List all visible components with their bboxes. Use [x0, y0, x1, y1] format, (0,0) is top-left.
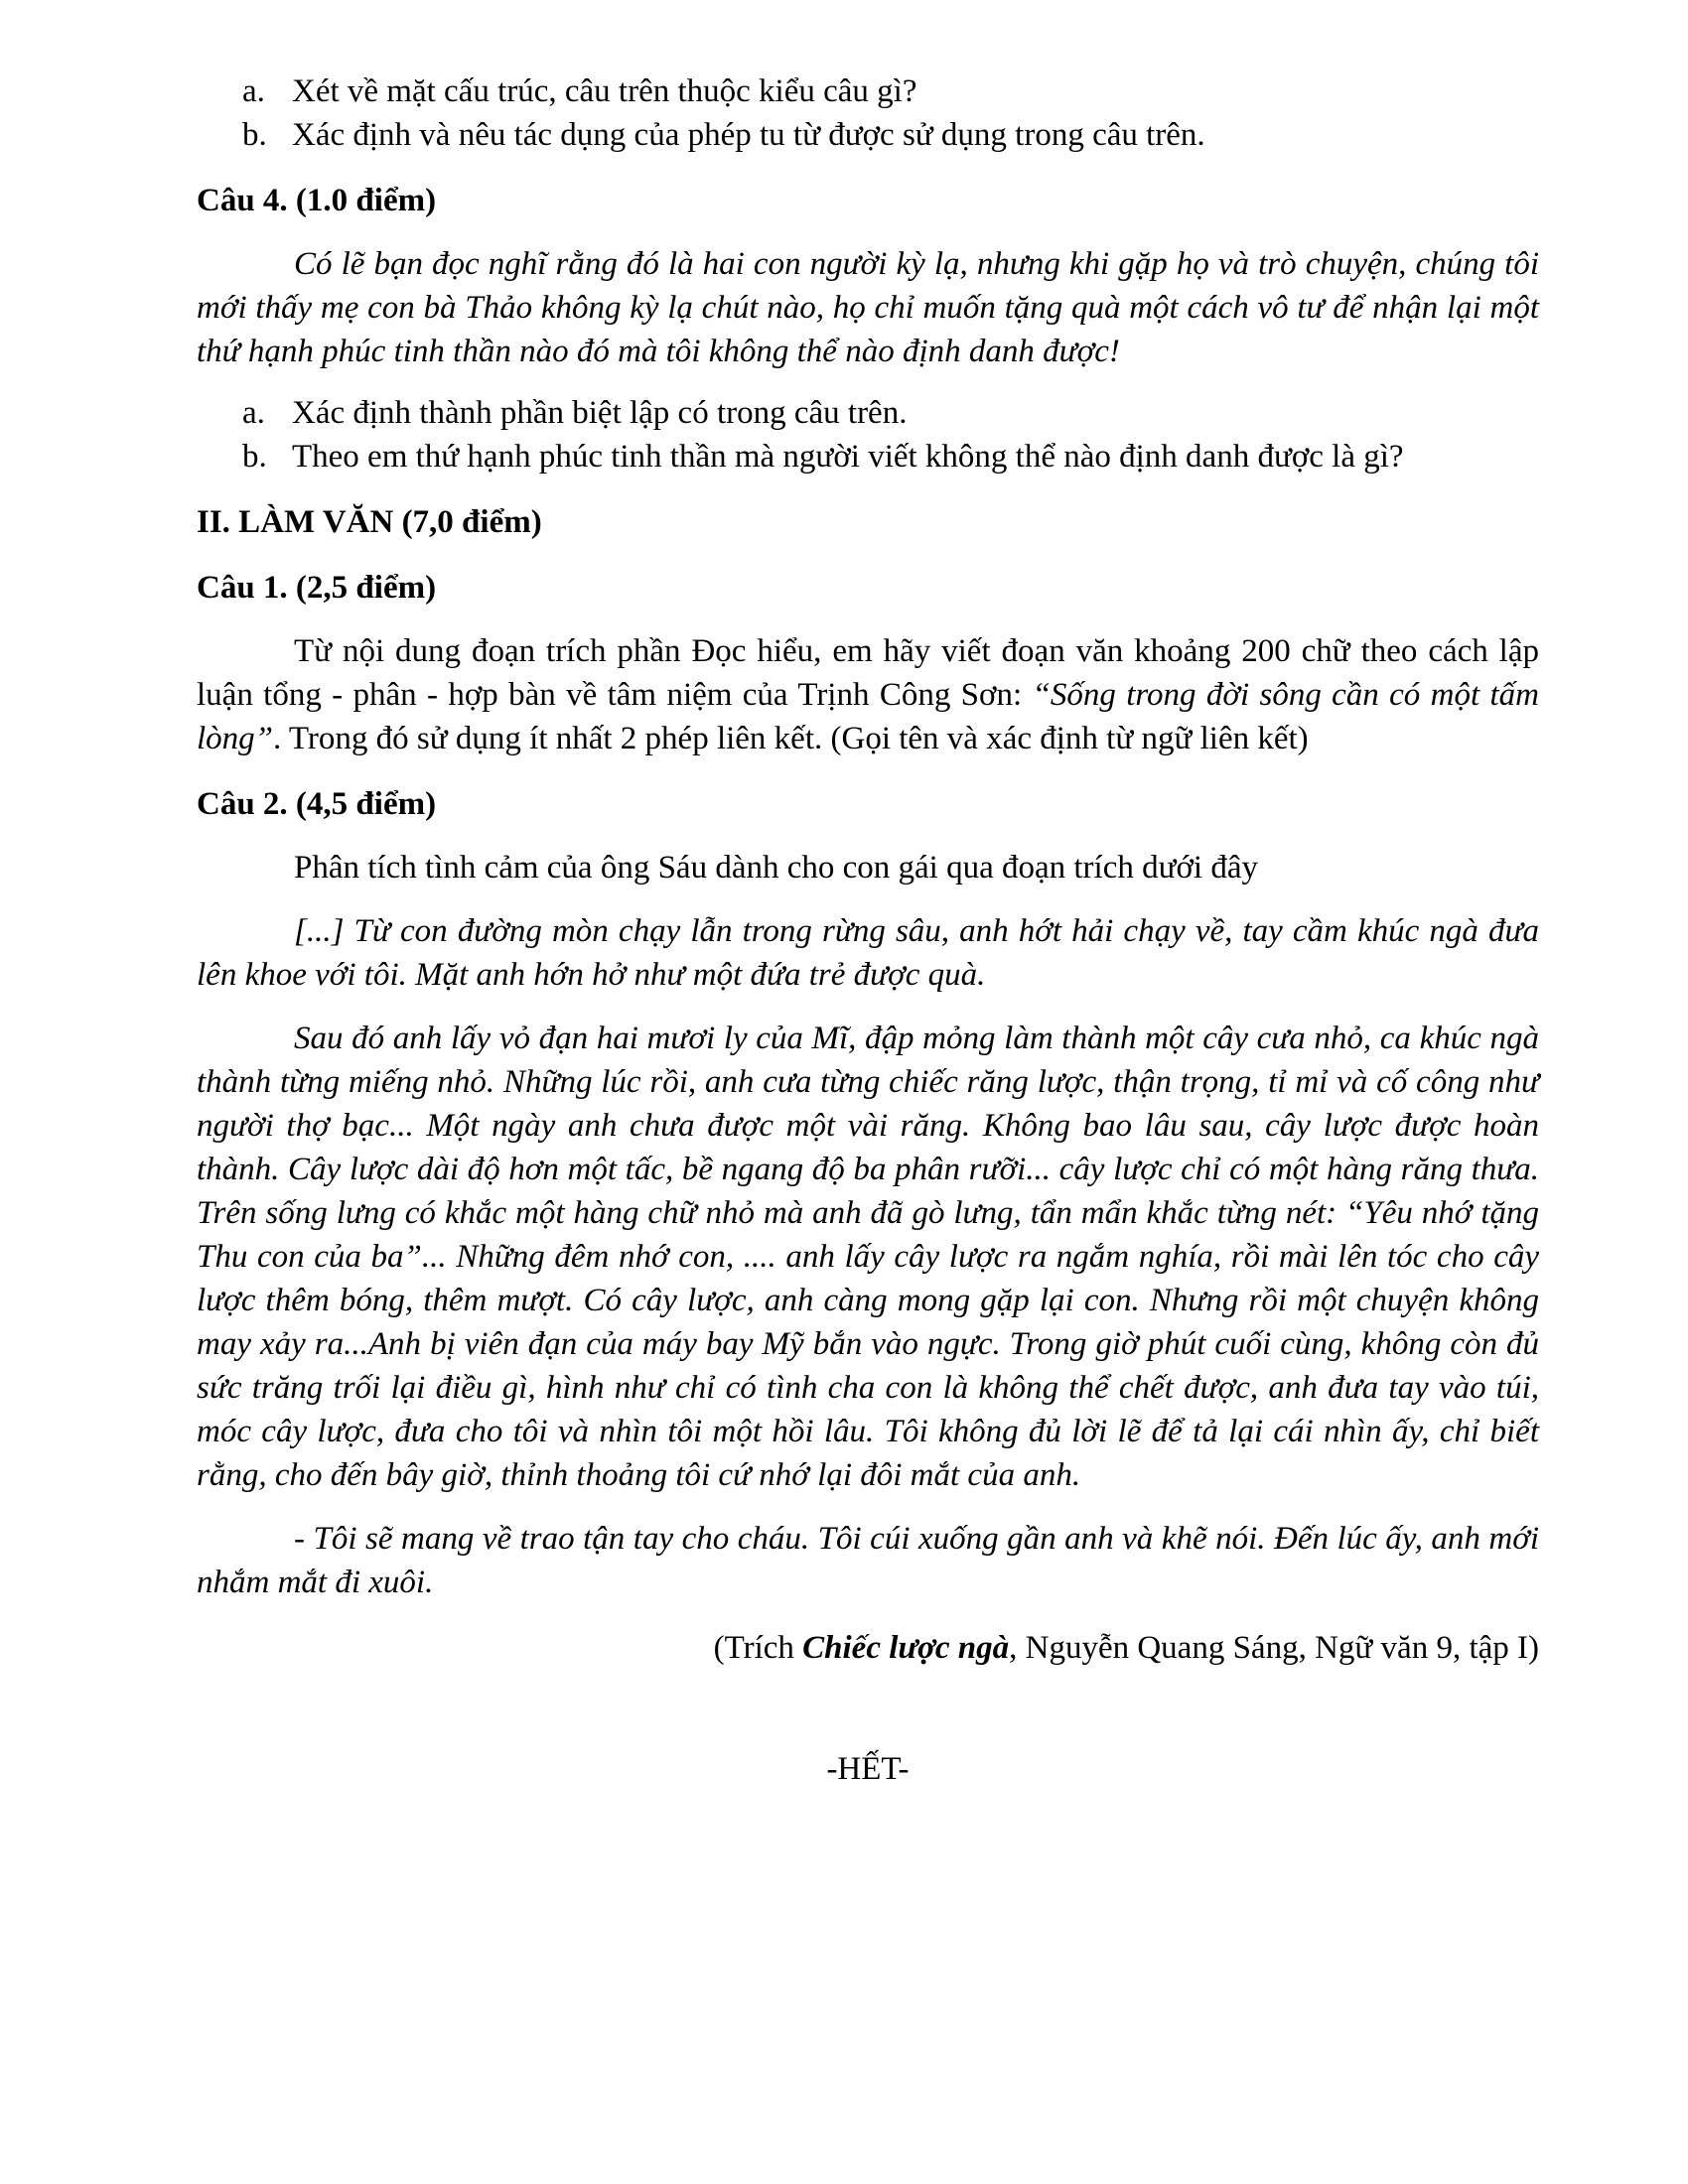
q1-text-start: Từ nội dung đoạn trích phần Đọc hiểu, em hãy viết đoạn văn khoảng 200 chữ theo cách lập luận tổng - phân - hợp bàn về tâm niệm của Trịnh Công Sơn: [197, 633, 1539, 713]
list-marker: a. [242, 395, 265, 431]
q1-text-end: . Trong đó sử dụng ít nhất 2 phép liên kết. (Gọi tên và xác định từ ngữ liên kết) [273, 721, 1309, 756]
source-title: Chiếc lược ngà [802, 1630, 1010, 1666]
excerpt-source [197, 1626, 1539, 1670]
list-text: Xác định và nêu tác dụng của phép tu từ được sử dụng trong câu trên. [292, 117, 1205, 153]
list-marker: a. [242, 73, 265, 109]
part2-q2-prompt: Phân tích tình cảm của ông Sáu dành cho con gái qua đoạn trích dưới đây [294, 850, 1259, 886]
source-prefix: (Trích [713, 1630, 803, 1666]
list-marker: b. [242, 439, 267, 475]
exam-page [197, 69, 1539, 1791]
list-marker: b. [242, 117, 267, 153]
q4-item-a [242, 391, 1539, 435]
q3-item-b [242, 113, 1539, 157]
q3-item-a [242, 69, 1539, 113]
list-text: Xét về mặt cấu trúc, câu trên thuộc kiểu câu gì? [292, 73, 917, 109]
part2-q2-heading: Câu 2. (4,5 điểm) [197, 786, 437, 822]
end-mark: -HẾT- [826, 1751, 910, 1787]
excerpt-paragraph-2: Sau đó anh lấy vỏ đạn hai mươi ly của Mĩ, đập mỏng làm thành một cây cưa nhỏ, ca khúc ngà thành từng miếng nhỏ. Những lúc rồi, anh cưa từng chiếc răng lược, thận trọng, tỉ mỉ và cố công như người thợ bạc... Một ngày anh chưa được một vài răng. Không bao lâu sau, cây lược được hoàn thành. Cây lược dài độ hơn một tấc, bề ngang độ ba phân rưỡi... cây lược chỉ có một hàng răng thưa. Trên sống lưng có khắc một hàng chữ nhỏ mà anh đã gò lưng, tẩn mẩn khắc từng nét: “Yêu nhớ tặng Thu con của ba”... Những đêm nhớ con, .... anh lấy cây lược ra ngắm nghía, rồi mài lên tóc cho cây lược thêm bóng, thêm mượt. Có cây lược, anh càng mong gặp lại con. Nhưng rồi một chuyện không may xảy ra...Anh bị viên đạn của máy bay Mỹ bắn vào ngực. Trong giờ phút cuối cùng, không còn đủ sức trăng trối lại điều gì, hình như chỉ có tình cha con là không thể chết được, anh đưa tay vào túi, móc cây lược, đưa cho tôi và nhìn tôi một hồi lâu. Tôi không đủ lời lẽ để tả lại cái nhìn ấy, chỉ biết rằng, cho đến bây giờ, thỉnh thoảng tôi cứ nhớ lại đôi mắt của anh. [197, 1021, 1539, 1493]
list-text: Xác định thành phần biệt lập có trong câu trên. [292, 395, 908, 431]
list-text: Theo em thứ hạnh phúc tinh thần mà người viết không thể nào định danh được là gì? [292, 439, 1404, 475]
q4-item-b [242, 435, 1539, 478]
q1-text-quote: “Sống trong đời sông cần có một tấm lòng” [197, 677, 1539, 756]
excerpt-paragraph-1: [...] Từ con đường mòn chạy lẫn trong rừng sâu, anh hớt hải chạy về, tay cầm khúc ngà đưa lên khoe với tôi. Mặt anh hớn hở như một đứa trẻ được quà. [197, 913, 1539, 993]
part2-q1-text [197, 629, 1539, 760]
source-suffix: , Nguyễn Quang Sáng, Ngữ văn 9, tập I) [1009, 1630, 1539, 1666]
part2-q1-heading: Câu 1. (2,5 điểm) [197, 570, 437, 606]
q4-heading: Câu 4. (1.0 điểm) [197, 183, 437, 218]
excerpt-paragraph-3: - Tôi sẽ mang về trao tận tay cho cháu. Tôi cúi xuống gần anh và khẽ nói. Đến lúc ấy, anh mới nhắm mắt đi xuôi. [197, 1521, 1539, 1600]
q4-quote: Có lẽ bạn đọc nghĩ rằng đó là hai con người kỳ lạ, nhưng khi gặp họ và trò chuyện, chúng tôi mới thấy mẹ con bà Thảo không kỳ lạ chút nào, họ chỉ muốn tặng quà một cách vô tư để nhận lại một thứ hạnh phúc tinh thần nào đó mà tôi không thể nào định danh được! [197, 246, 1539, 369]
part2-heading: II. LÀM VĂN (7,0 điểm) [197, 504, 542, 540]
